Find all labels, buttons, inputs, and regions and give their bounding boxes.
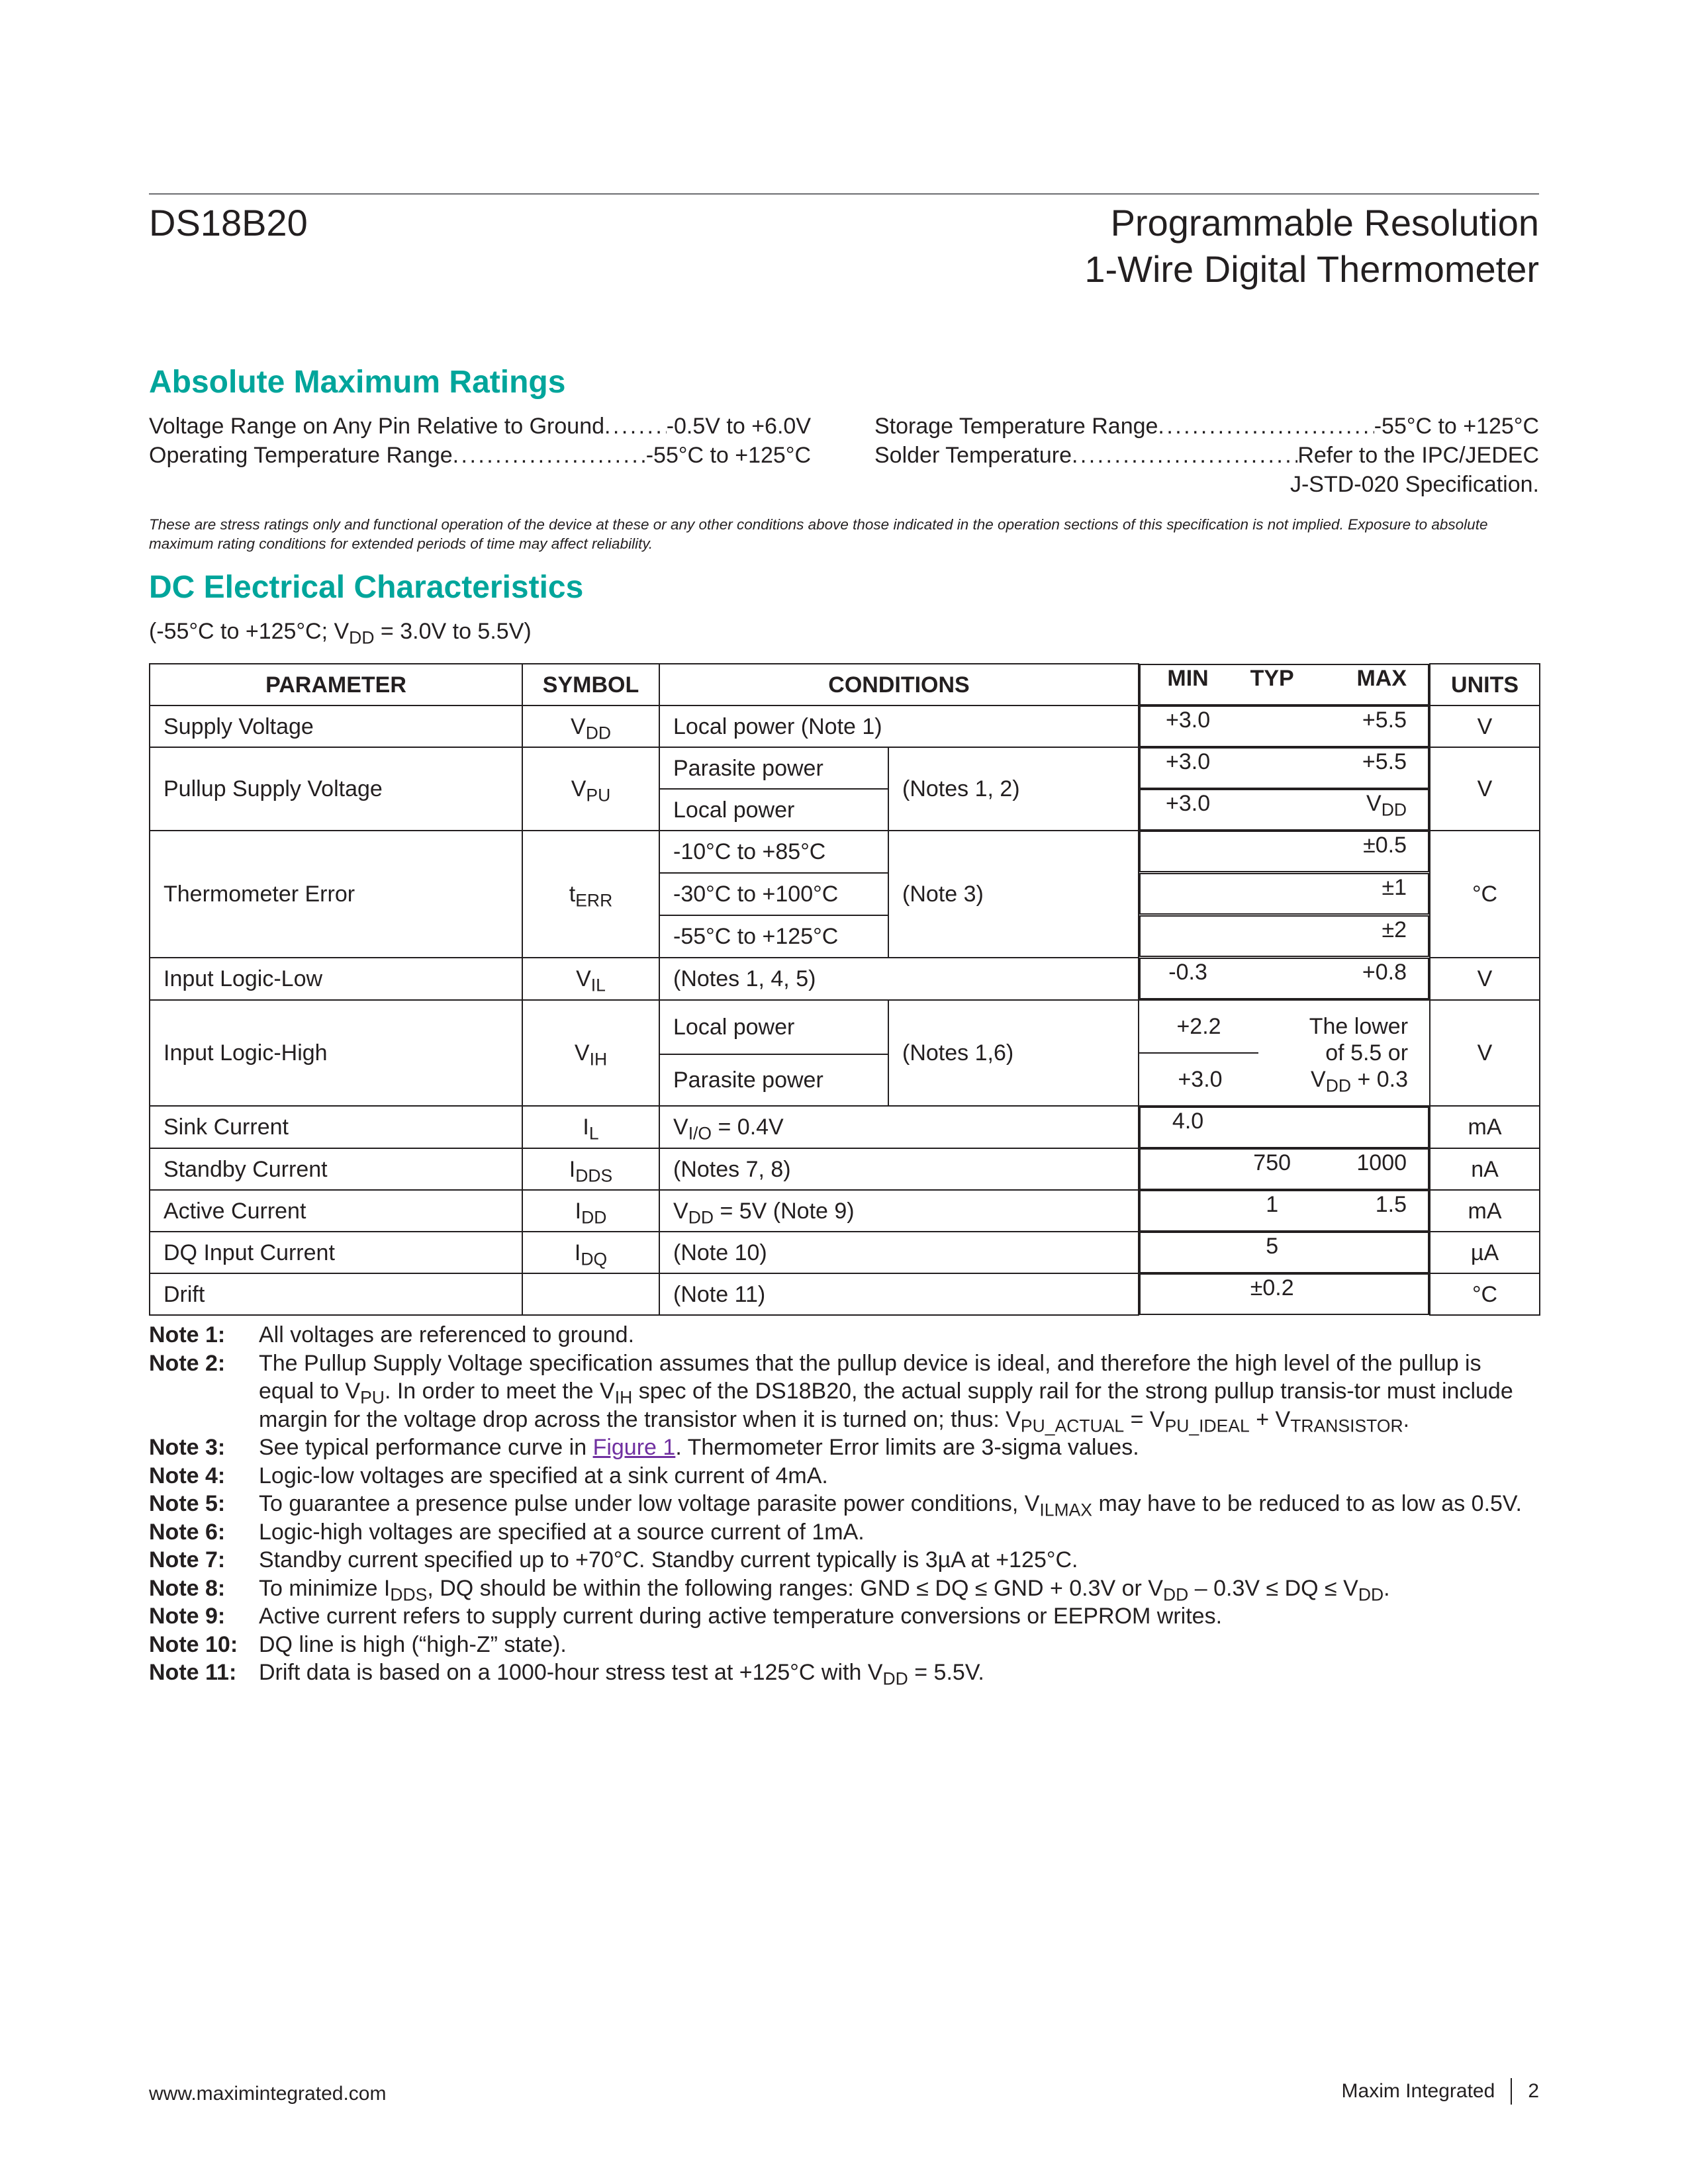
leader-dots <box>1158 412 1374 441</box>
param-cell: Drift <box>150 1273 522 1315</box>
symbol-cell <box>522 831 659 958</box>
text: V <box>571 776 586 801</box>
symbol-cell <box>522 1273 659 1315</box>
table-row <box>150 1190 1540 1232</box>
amr-rating-row <box>874 441 1539 470</box>
header-rule <box>149 193 1539 195</box>
units-cell: nA <box>1430 1148 1540 1190</box>
text: V <box>1311 1067 1326 1092</box>
table-row <box>150 1273 1540 1315</box>
max-value: +0.8 <box>1362 960 1407 985</box>
figure-1-link[interactable]: Figure 1 <box>592 1435 676 1460</box>
header-max: MAX <box>1356 666 1407 691</box>
symbol-cell <box>522 1106 659 1148</box>
note-item <box>149 1546 1539 1574</box>
values-cell <box>1139 747 1429 789</box>
max-line: of 5.5 or <box>1325 1040 1409 1066</box>
max-value: ±0.5 <box>1363 833 1407 858</box>
param-cell: Active Current <box>150 1190 522 1232</box>
table-row <box>150 747 1540 789</box>
header-units: UNITS <box>1430 664 1540 705</box>
note-item <box>149 1433 1539 1462</box>
note-label: Note 10: <box>149 1631 238 1657</box>
note-text <box>259 1433 1539 1462</box>
text: I <box>569 1156 576 1182</box>
subscript: DD <box>1162 1584 1189 1604</box>
text: , DQ should be within the following ranges: GND ≤ DQ ≤ GND + 0.3V or V <box>427 1575 1163 1601</box>
amr-rating-row <box>149 441 811 470</box>
subscript: ILMAX <box>1039 1500 1092 1520</box>
amr-rating-value: Refer to the IPC/JEDEC <box>1297 443 1539 468</box>
amr-rating-continuation: J-STD-020 Specification. <box>1289 472 1539 497</box>
subscript: DD <box>581 1206 607 1227</box>
symbol-cell <box>522 1000 659 1106</box>
param-cell: Input Logic-Low <box>150 958 522 1000</box>
text: I <box>574 1240 581 1265</box>
subscript: IL <box>590 975 606 995</box>
table-row <box>150 1232 1540 1273</box>
part-number: DS18B20 <box>149 202 308 244</box>
conditions-note-cell: (Notes 1,6) <box>888 1000 1139 1106</box>
stress-disclaimer: These are stress ratings only and functional operation of the device at these or any other conditions above those indicated in the operation sections of this specification is not implied. Exposure to absolute maximum rating conditions for extended periods of time may affect reliability. <box>149 516 1488 552</box>
typ-value <box>1230 959 1314 998</box>
subscript: PU_ACTUAL <box>1020 1415 1125 1435</box>
conditions-cell: (Note 10) <box>659 1232 1139 1273</box>
conditions-cell: Local power <box>659 789 888 831</box>
symbol-cell <box>522 1232 659 1273</box>
typ-value <box>1230 874 1314 913</box>
amr-rating-value: -55°C to +125°C <box>645 443 811 468</box>
conditions-cell: Local power (Note 1) <box>659 705 1139 747</box>
conditions-cell: Parasite power <box>659 747 888 789</box>
text: – 0.3V ≤ DQ ≤ V <box>1188 1575 1358 1601</box>
text: I <box>575 1198 582 1224</box>
vih-values <box>1139 1001 1429 1105</box>
text: To guarantee a presence pulse under low voltage parasite power conditions, V <box>259 1491 1040 1516</box>
note-item <box>149 1602 1539 1631</box>
typ-value <box>1230 707 1314 746</box>
dc-characteristics-table <box>149 663 1540 1316</box>
values-cell <box>1139 1232 1429 1273</box>
conditions-cell: (Notes 7, 8) <box>659 1148 1139 1190</box>
note-item <box>149 1462 1539 1490</box>
text: V <box>574 1040 590 1066</box>
conditions-cell: -30°C to +100°C <box>659 873 888 915</box>
typ-value: 1 <box>1266 1192 1279 1217</box>
document-title <box>1084 200 1539 293</box>
note-text: DQ line is high (“high-Z” state). <box>259 1631 567 1657</box>
typ-value <box>1230 790 1314 829</box>
text: V <box>673 1115 688 1140</box>
table-row <box>150 831 1540 873</box>
text: (-55°C to +125°C; V <box>149 619 350 644</box>
values-cell <box>1139 958 1429 999</box>
conditions-note-cell: (Notes 1, 2) <box>888 747 1139 831</box>
typ-value <box>1230 749 1314 788</box>
text: V <box>673 1198 688 1224</box>
min-value: -0.3 <box>1168 960 1207 985</box>
text: V <box>1366 791 1382 816</box>
note-item <box>149 1659 1539 1687</box>
param-cell: Thermometer Error <box>150 831 522 958</box>
note-label: Note 8: <box>149 1575 226 1601</box>
conditions-cell: Parasite power <box>659 1054 888 1106</box>
dc-heading: DC Electrical Characteristics <box>149 570 584 605</box>
text: = 5.5V. <box>908 1660 984 1685</box>
footer-divider <box>1511 2078 1512 2105</box>
text: = 5V (Note 9) <box>714 1198 855 1224</box>
text: See typical performance curve in <box>259 1435 593 1460</box>
subscript: DD <box>1325 1075 1351 1096</box>
title-line-2: 1-Wire Digital Thermometer <box>1084 248 1539 290</box>
note-label: Note 5: <box>149 1491 226 1516</box>
units-cell: °C <box>1430 1273 1540 1315</box>
subscript: TRANSISTOR <box>1290 1415 1403 1435</box>
symbol-cell <box>522 747 659 831</box>
min-value: 4.0 <box>1172 1109 1204 1134</box>
typ-value <box>1230 832 1314 871</box>
amr-rating-label: Solder Temperature <box>874 443 1072 468</box>
header-min: MIN <box>1167 666 1209 691</box>
header-parameter: PARAMETER <box>150 664 522 705</box>
text: + V <box>1249 1406 1291 1432</box>
note-text <box>259 1659 1539 1687</box>
note-label: Note 2: <box>149 1350 226 1376</box>
amr-rating-label: Operating Temperature Range <box>149 443 453 468</box>
table-row <box>150 958 1540 1000</box>
subscript: IH <box>614 1387 633 1408</box>
subscript: DDS <box>390 1584 428 1604</box>
header-symbol: SYMBOL <box>522 664 659 705</box>
symbol-cell <box>522 958 659 1000</box>
values-cell <box>1139 705 1429 747</box>
typ-value: 5 <box>1266 1234 1279 1259</box>
conditions-cell: -10°C to +85°C <box>659 831 888 873</box>
subscript: DD <box>882 1668 908 1689</box>
param-cell: Pullup Supply Voltage <box>150 747 522 831</box>
text: . <box>1383 1575 1390 1601</box>
values-cell <box>1139 1190 1429 1232</box>
amr-rating-value: -55°C to +125°C <box>1374 414 1539 439</box>
symbol-cell <box>522 705 659 747</box>
units-cell: µA <box>1430 1232 1540 1273</box>
title-line-1: Programmable Resolution <box>1110 202 1539 244</box>
param-cell: Input Logic-High <box>150 1000 522 1106</box>
typ-value <box>1230 1108 1314 1147</box>
conditions-cell: -55°C to +125°C <box>659 915 888 958</box>
subscript: PU_IDEAL <box>1164 1415 1250 1435</box>
max-value <box>1314 1233 1428 1272</box>
leader-dots <box>453 441 646 470</box>
amr-rating-row <box>149 412 811 441</box>
subscript: PU <box>360 1387 385 1408</box>
units-cell: °C <box>1430 831 1540 958</box>
units-cell: V <box>1430 747 1540 831</box>
max-value: 1.5 <box>1375 1192 1407 1217</box>
table-row <box>150 1106 1540 1148</box>
values-cell <box>1139 873 1429 915</box>
note-item <box>149 1518 1539 1547</box>
note-text: Standby current specified up to +70°C. Standby current typically is 3µA at +125°C. <box>259 1547 1078 1572</box>
table-row <box>150 1000 1540 1054</box>
values-cell <box>1139 915 1429 957</box>
note-text: All voltages are referenced to ground. <box>259 1322 635 1347</box>
header-typ: TYP <box>1250 666 1294 691</box>
max-value <box>1314 1108 1428 1147</box>
note-text <box>259 1490 1539 1518</box>
subscript: DD <box>349 627 375 648</box>
text: may have to be reduced to as low as 0.5V. <box>1092 1491 1522 1516</box>
page-number: 2 <box>1528 2080 1539 2102</box>
min-column <box>1139 1001 1261 1105</box>
values-cell <box>1139 789 1429 831</box>
text: I <box>583 1115 589 1140</box>
note-text <box>259 1349 1539 1434</box>
subscript: I/O <box>688 1123 712 1144</box>
min-value <box>1141 917 1230 956</box>
text: = V <box>1124 1406 1165 1432</box>
min-value <box>1141 1150 1230 1189</box>
footer-url-link[interactable]: www.maximintegrated.com <box>149 2083 387 2105</box>
note-item <box>149 1631 1539 1659</box>
max-value: ±1 <box>1382 875 1407 900</box>
units-cell: mA <box>1430 1190 1540 1232</box>
conditions-cell: Local power <box>659 1000 888 1054</box>
min-value: +3.0 <box>1166 791 1211 816</box>
param-cell: Standby Current <box>150 1148 522 1190</box>
conditions-cell <box>659 1190 1139 1232</box>
table-row <box>150 705 1540 747</box>
max-value: ±2 <box>1382 917 1407 942</box>
text: = 3.0V to 5.5V) <box>374 619 532 644</box>
note-label: Note 7: <box>149 1547 226 1572</box>
text: V <box>571 713 586 739</box>
subscript: IH <box>589 1049 608 1069</box>
note-label: Note 3: <box>149 1435 226 1460</box>
note-label: Note 4: <box>149 1463 226 1488</box>
amr-rating-label: Voltage Range on Any Pin Relative to Ground <box>149 414 605 439</box>
subscript: DD <box>585 722 611 743</box>
max-value <box>1314 790 1428 829</box>
symbol-cell <box>522 1148 659 1190</box>
note-label: Note 6: <box>149 1519 226 1545</box>
conditions-cell: (Notes 1, 4, 5) <box>659 958 1139 1000</box>
leader-dots <box>1072 441 1297 470</box>
note-label: Note 9: <box>149 1604 226 1629</box>
max-value: +5.5 <box>1362 749 1407 774</box>
text: To minimize I <box>259 1575 391 1601</box>
typ-value: ±0.2 <box>1250 1275 1294 1300</box>
amr-right-column <box>874 412 1539 499</box>
datasheet-page <box>149 0 1539 2184</box>
note-text: Logic-high voltages are specified at a source current of 1mA. <box>259 1519 865 1545</box>
max-value: 1000 <box>1356 1150 1407 1175</box>
conditions-cell <box>659 1106 1139 1148</box>
table-row <box>150 1148 1540 1190</box>
units-cell: mA <box>1430 1106 1540 1148</box>
subscript: DQ <box>581 1248 608 1269</box>
amr-rating-value: -0.5V to +6.0V <box>666 414 811 439</box>
min-value: +3.0 <box>1178 1067 1223 1092</box>
note-text: Logic-low voltages are specified at a sink current of 4mA. <box>259 1463 828 1488</box>
min-value <box>1141 832 1230 871</box>
symbol-cell <box>522 1190 659 1232</box>
amr-heading: Absolute Maximum Ratings <box>149 365 566 400</box>
max-value: +5.5 <box>1362 707 1407 733</box>
min-value: +2.2 <box>1139 1001 1258 1054</box>
min-value <box>1141 874 1230 913</box>
note-text: Active current refers to supply current during active temperature conversions or EEPROM writes. <box>259 1604 1223 1629</box>
min-value <box>1141 1233 1230 1272</box>
max-note <box>1261 1001 1429 1105</box>
min-value: +3.0 <box>1166 749 1211 774</box>
subscript: DD <box>1381 799 1407 820</box>
typ-value <box>1230 917 1314 956</box>
max-value <box>1314 1275 1428 1314</box>
footer-company: Maxim Integrated <box>1341 2080 1495 2102</box>
subscript: PU <box>586 785 611 805</box>
text: . In order to meet the V <box>384 1379 615 1404</box>
param-cell: Sink Current <box>150 1106 522 1148</box>
note-label: Note 1: <box>149 1322 226 1347</box>
note-label: Note 11: <box>149 1660 237 1685</box>
header-min-typ-max <box>1139 664 1429 705</box>
values-cell <box>1139 1273 1429 1315</box>
subscript: DD <box>688 1206 714 1227</box>
param-cell: Supply Voltage <box>150 705 522 747</box>
subscript: ERR <box>575 890 613 911</box>
max-line: The lower <box>1309 1014 1409 1039</box>
values-cell <box>1139 1107 1429 1148</box>
amr-left-column <box>149 412 811 470</box>
text: . Thermometer Error limits are 3-sigma values. <box>675 1435 1139 1460</box>
note-text <box>259 1574 1539 1603</box>
values-cell <box>1139 1148 1429 1190</box>
subscript: DDS <box>575 1165 613 1185</box>
note-item <box>149 1574 1539 1603</box>
text: spec of the DS18B20, the actual supply rail for the strong pullup transis-tor must include margin for the voltage drop across the transistor when it is turned on; thus: V <box>259 1379 1513 1432</box>
dc-conditions <box>149 617 532 646</box>
header-conditions: CONDITIONS <box>659 664 1139 705</box>
note-item <box>149 1321 1539 1349</box>
subscript: DD <box>1358 1584 1384 1604</box>
conditions-note-cell: (Note 3) <box>888 831 1139 958</box>
text: V <box>576 966 591 991</box>
table-header-row <box>150 664 1540 705</box>
min-value <box>1141 1275 1230 1314</box>
values-cell <box>1139 831 1429 872</box>
text: + 0.3 <box>1351 1067 1409 1092</box>
note-item <box>149 1349 1539 1434</box>
max-line <box>1311 1066 1409 1096</box>
subscript: L <box>588 1123 599 1144</box>
amr-rating-label: Storage Temperature Range <box>874 414 1158 439</box>
note-item <box>149 1490 1539 1518</box>
text: . <box>1403 1406 1410 1432</box>
min-value: +3.0 <box>1166 707 1211 733</box>
units-cell: V <box>1430 958 1540 1000</box>
conditions-cell: (Note 11) <box>659 1273 1139 1315</box>
text: = 0.4V <box>712 1115 784 1140</box>
footer-right <box>1342 2078 1539 2105</box>
param-cell: DQ Input Current <box>150 1232 522 1273</box>
units-cell: V <box>1430 705 1540 747</box>
text: The Pullup Supply Voltage specification assumes that the pullup device is ideal, and therefore the high level of the pullup is equal to V <box>259 1350 1481 1404</box>
notes-list <box>149 1321 1539 1687</box>
text: t <box>569 882 576 907</box>
leader-dots <box>604 412 667 441</box>
min-value <box>1141 1191 1230 1230</box>
units-cell: V <box>1430 1000 1540 1106</box>
typ-value: 750 <box>1253 1150 1291 1175</box>
values-cell <box>1139 1000 1430 1106</box>
text: Drift data is based on a 1000-hour stress test at +125°C with V <box>259 1660 883 1685</box>
amr-rating-row <box>874 412 1539 441</box>
